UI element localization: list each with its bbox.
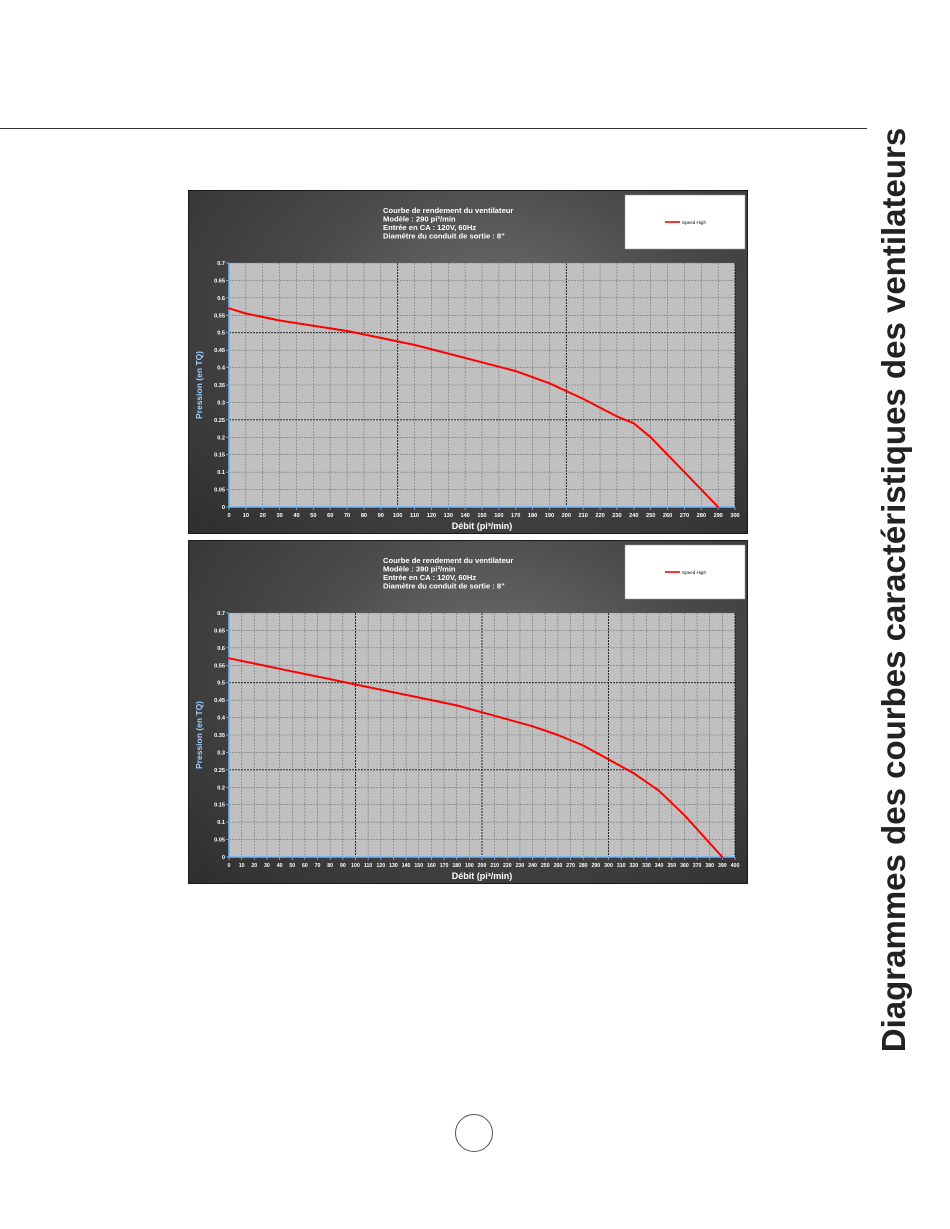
y-tick-label: 0.15 [214, 802, 225, 809]
y-tick-label: 0.55 [214, 663, 225, 670]
x-tick-label: 280 [696, 513, 706, 519]
x-tick-label: 50 [310, 513, 317, 519]
y-tick-label: 0.1 [217, 470, 225, 477]
x-tick-label: 210 [490, 863, 499, 869]
x-tick-label: 60 [302, 863, 308, 869]
y-tick-label: 0.55 [214, 313, 225, 320]
x-tick-label: 250 [540, 863, 550, 869]
y-tick-label: 0.4 [217, 715, 225, 722]
x-tick-label: 400 [730, 863, 740, 869]
y-tick-label: 0.5 [217, 330, 225, 337]
x-tick-label: 40 [293, 513, 300, 519]
x-tick-label: 80 [327, 863, 334, 869]
x-tick-label: 240 [629, 513, 639, 519]
x-tick-label: 140 [460, 513, 470, 519]
chart-svg [189, 191, 749, 535]
chart-subtitle-line: Entrée en CA : 120V, 60Hz [383, 573, 477, 582]
x-tick-label: 0 [227, 513, 231, 519]
x-tick-label: 290 [713, 513, 723, 519]
header-rule [0, 128, 867, 129]
x-tick-label: 200 [477, 863, 487, 869]
x-tick-label: 370 [692, 863, 702, 869]
x-tick-label: 100 [392, 513, 403, 519]
x-tick-label: 0 [227, 863, 231, 869]
side-title [870, 127, 918, 1053]
x-tick-label: 150 [477, 513, 487, 519]
x-axis-label: Débit (pi³/min) [451, 871, 513, 881]
x-tick-label: 260 [553, 863, 563, 869]
x-tick-label: 350 [667, 863, 677, 869]
y-tick-label: 0.1 [217, 820, 225, 827]
y-axis-label: Pression (en TQ) [194, 700, 204, 770]
chart-subtitle-line: Diamètre du conduit de sortie : 8" [383, 231, 505, 241]
x-tick-label: 230 [515, 863, 525, 869]
x-tick-label: 120 [376, 863, 386, 869]
y-axis-label: Pression (en TQ) [194, 350, 204, 420]
x-tick-label: 40 [276, 863, 283, 869]
x-tick-label: 140 [401, 863, 411, 869]
x-tick-label: 20 [251, 863, 258, 869]
x-tick-label: 280 [578, 863, 588, 869]
chart-subtitle-line: Entrée en CA : 120V, 60Hz [383, 223, 477, 232]
legend-label: Speed High [682, 569, 707, 575]
x-tick-label: 300 [730, 513, 740, 519]
x-tick-label: 60 [327, 513, 334, 519]
x-tick-label: 230 [612, 513, 622, 519]
x-tick-label: 190 [465, 863, 474, 869]
x-tick-label: 220 [595, 513, 605, 519]
y-tick-label: 0.7 [217, 261, 225, 267]
x-tick-label: 380 [705, 863, 715, 869]
x-tick-label: 120 [426, 513, 437, 519]
y-tick-label: 0.7 [217, 611, 225, 617]
x-tick-label: 300 [604, 863, 613, 869]
x-tick-label: 90 [377, 513, 384, 519]
x-tick-label: 210 [578, 513, 588, 519]
y-tick-label: 0.05 [214, 837, 225, 844]
x-tick-label: 250 [645, 513, 656, 519]
x-tick-label: 90 [339, 863, 346, 869]
x-tick-label: 30 [264, 863, 270, 869]
y-tick-label: 0.35 [214, 383, 225, 389]
x-tick-label: 10 [242, 513, 249, 519]
x-tick-label: 290 [591, 863, 601, 869]
chart-svg [189, 541, 749, 885]
y-tick-label: 0.5 [217, 680, 225, 687]
x-tick-label: 110 [410, 513, 420, 519]
x-tick-label: 320 [629, 863, 639, 869]
y-tick-label: 0 [221, 505, 225, 511]
x-tick-label: 190 [544, 513, 555, 519]
fan-curve-chart-390 [188, 540, 748, 884]
x-tick-label: 80 [360, 513, 368, 519]
y-tick-label: 0.6 [217, 645, 225, 652]
y-tick-label: 0.35 [214, 733, 225, 739]
x-tick-label: 170 [439, 863, 449, 869]
x-tick-label: 200 [561, 513, 572, 519]
x-axis-label: Débit (pi³/min) [451, 521, 513, 531]
y-tick-label: 0.25 [214, 417, 225, 424]
x-tick-label: 110 [363, 863, 373, 869]
x-tick-label: 30 [276, 513, 283, 519]
x-tick-label: 220 [502, 863, 512, 869]
y-tick-label: 0.3 [217, 750, 225, 757]
x-tick-label: 130 [389, 863, 398, 869]
side-title-text: Diagrammes des courbes caractéristiques des ventilateurs [875, 127, 913, 1053]
x-tick-label: 390 [718, 863, 727, 869]
chart-title: Courbe de rendement du ventilateur [383, 556, 514, 565]
y-tick-label: 0.45 [214, 348, 225, 355]
x-tick-label: 130 [443, 513, 453, 519]
x-tick-label: 150 [414, 863, 424, 869]
chart-subtitle-line: Modèle : 290 pi³/min [383, 214, 456, 224]
x-tick-label: 260 [662, 513, 673, 519]
y-tick-label: 0.3 [217, 400, 225, 407]
x-tick-label: 20 [259, 513, 266, 519]
x-tick-label: 50 [289, 863, 296, 869]
y-tick-label: 0.15 [214, 452, 225, 459]
x-tick-label: 180 [527, 513, 538, 519]
y-tick-label: 0.6 [217, 295, 225, 302]
x-tick-label: 270 [566, 863, 575, 869]
page-number-circle [455, 1114, 493, 1152]
y-tick-label: 0.25 [214, 767, 225, 774]
y-tick-label: 0.2 [217, 785, 225, 792]
y-tick-label: 0.65 [214, 628, 225, 635]
fan-curve-chart-290 [188, 190, 748, 534]
x-tick-label: 100 [351, 863, 360, 869]
x-tick-label: 180 [452, 863, 462, 869]
x-tick-label: 360 [680, 863, 689, 869]
y-tick-label: 0.65 [214, 278, 225, 285]
x-tick-label: 70 [343, 513, 351, 519]
x-tick-label: 340 [654, 863, 664, 869]
y-tick-label: 0.2 [217, 435, 225, 442]
chart-subtitle-line: Diamètre du conduit de sortie : 8" [383, 581, 505, 591]
x-tick-label: 160 [494, 513, 504, 519]
x-tick-label: 10 [238, 863, 245, 869]
y-tick-label: 0 [221, 855, 225, 861]
legend-label: Speed High [682, 219, 707, 225]
chart-subtitle-line: Modèle : 390 pi³/min [383, 564, 456, 574]
x-tick-label: 310 [616, 863, 626, 869]
x-tick-label: 70 [314, 863, 321, 869]
x-tick-label: 160 [427, 863, 436, 869]
x-tick-label: 170 [511, 513, 521, 519]
x-tick-label: 330 [642, 863, 651, 869]
y-tick-label: 0.05 [214, 487, 225, 494]
y-tick-label: 0.45 [214, 698, 225, 705]
y-tick-label: 0.4 [217, 365, 225, 372]
x-tick-label: 240 [528, 863, 537, 869]
x-tick-label: 270 [679, 513, 690, 519]
chart-title: Courbe de rendement du ventilateur [383, 206, 514, 215]
